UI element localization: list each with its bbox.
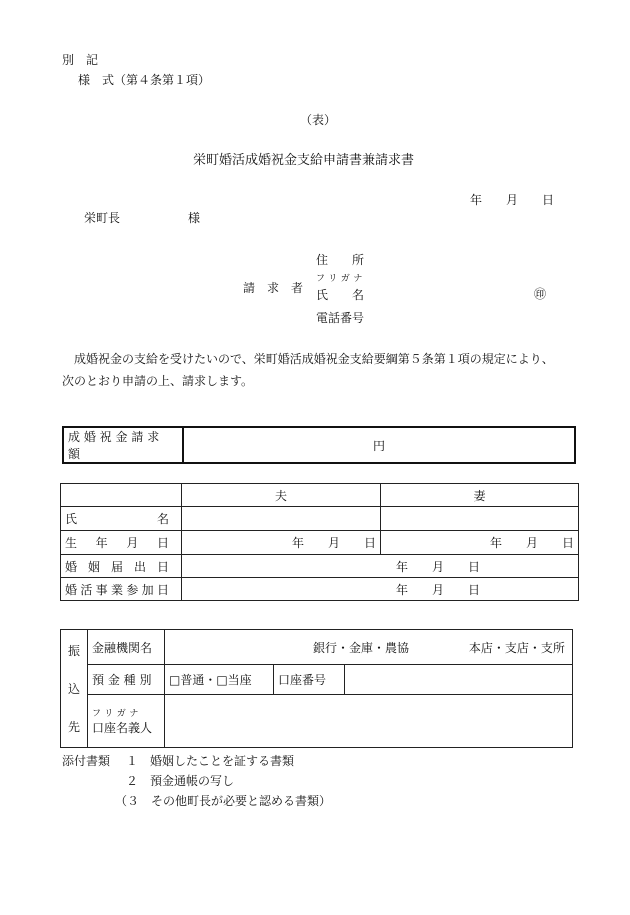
holder-label: 口座名義人 (92, 721, 153, 735)
body-line-2: 次のとおり申請の上、請求します。 (62, 374, 254, 388)
attachments-label: 添付書類 (62, 754, 111, 768)
attachment-item-2: ２ 預金通帳の写し (126, 774, 235, 788)
birth-row-label: 生年月日 (61, 531, 182, 555)
marriage-date-field[interactable]: 年 月 日 (182, 555, 579, 578)
event-date-field[interactable]: 年 月 日 (182, 578, 579, 601)
account-number-label: 口座番号 (274, 665, 345, 695)
amount-label: 成婚祝金請求額 (63, 427, 183, 463)
attachment-item-1: １ 婚姻したことを証する書類 (126, 754, 295, 768)
amount-unit: 円 (372, 438, 385, 453)
husband-name-field[interactable] (182, 507, 381, 531)
addressee-name: 栄町長 (84, 211, 121, 225)
appendix-label: 別 記 (62, 53, 99, 67)
holder-furigana: フリガナ (92, 709, 142, 719)
holder-label-cell (88, 695, 165, 748)
husband-header: 夫 (182, 484, 381, 507)
institution-field[interactable] (165, 630, 573, 665)
institution-types: 銀行・金庫・農協 (312, 640, 409, 655)
wife-birth-field[interactable]: 年 月 日 (381, 531, 579, 555)
account-number-field[interactable] (345, 665, 573, 695)
institution-label: 金融機関名 (88, 630, 165, 665)
deposit-type-label: 預金種別 (88, 665, 165, 695)
applicant-label: 請 求 者 (243, 281, 304, 295)
attachment-item-3: （３ その他町長が必要と認める書類） (115, 794, 332, 808)
addressee-honorific: 様 (188, 211, 201, 225)
furigana-label: フリガナ (316, 274, 366, 284)
phone-label: 電話番号 (316, 311, 365, 325)
deposit-type-options[interactable]: □普通・□当座 (165, 665, 274, 695)
name-label: 氏 名 (316, 288, 365, 302)
transfer-side-label: 振 込 先 (61, 630, 88, 748)
corner-cell (61, 484, 182, 507)
address-label: 住 所 (316, 253, 365, 267)
form-label: 様 式（第４条第１項） (78, 73, 211, 87)
seal-mark: ㊞ (534, 287, 547, 301)
side-label: （表） (300, 113, 337, 127)
date-line[interactable]: 年 月 日 (470, 193, 555, 207)
event-row-label: 婚活事業参加日 (61, 578, 182, 601)
marriage-row-label: 婚姻届出日 (61, 555, 182, 578)
couple-table (60, 483, 579, 601)
husband-birth-field[interactable]: 年 月 日 (182, 531, 381, 555)
form-title: 栄町婚活成婚祝金支給申請書兼請求書 (193, 153, 415, 168)
wife-header: 妻 (381, 484, 579, 507)
branch-types: 本店・支店・支所 (468, 640, 565, 655)
body-line-1: 成婚祝金の支給を受けたいので、栄町婚活成婚祝金支給要綱第５条第１項の規定により、 (74, 352, 554, 366)
holder-field[interactable] (165, 695, 573, 748)
name-row-label: 氏 名 (61, 507, 182, 531)
bank-table (60, 629, 573, 748)
amount-table (62, 426, 576, 464)
amount-field[interactable] (183, 427, 575, 463)
wife-name-field[interactable] (381, 507, 579, 531)
